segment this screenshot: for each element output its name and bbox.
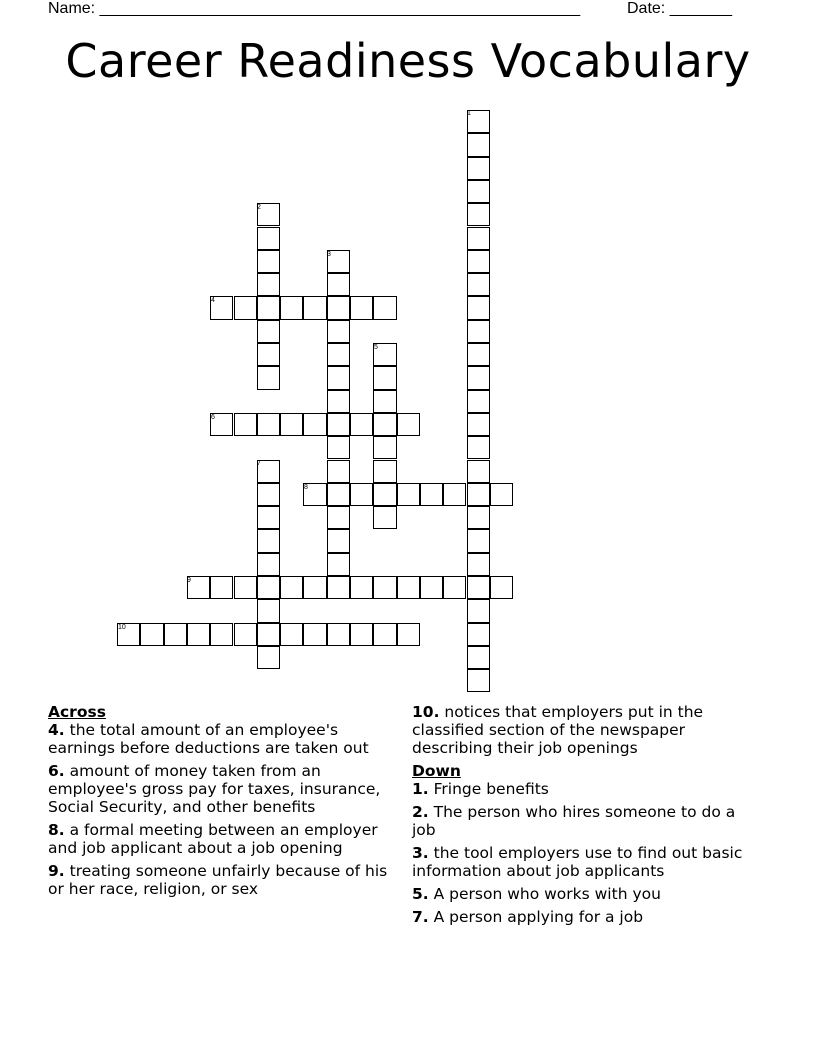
down-clue-5: 5. A person who works with you [412,885,661,903]
grid-cell[interactable] [327,576,350,599]
grid-cell[interactable] [350,576,373,599]
grid-cell[interactable] [420,483,443,506]
grid-cell[interactable] [257,483,280,506]
grid-cell[interactable] [467,390,490,413]
clue-number-10: 10 [118,624,126,631]
clue-number-2: 2 [257,204,261,211]
grid-cell[interactable] [257,576,280,599]
grid-cell[interactable] [467,483,490,506]
grid-cell[interactable] [350,413,373,436]
grid-cell[interactable] [210,576,233,599]
grid-cell[interactable] [257,227,280,250]
down-clue-7: 7. A person applying for a job [412,908,644,926]
grid-cell[interactable] [373,366,396,389]
grid-cell[interactable] [257,343,280,366]
grid-cell[interactable] [280,576,303,599]
across-clue-10: 10. notices that employers put in the classified section of the newspaper describing their job openings [412,703,704,757]
grid-cell[interactable] [467,576,490,599]
grid-cell[interactable] [373,623,396,646]
grid-cell[interactable] [327,623,350,646]
grid-cell[interactable] [397,413,420,436]
grid-cell[interactable] [327,343,350,366]
across-clue-4: 4. the total amount of an employee's earnings before deductions are taken out [48,721,369,757]
clue-number-9: 9 [187,577,191,584]
grid-cell[interactable] [327,273,350,296]
grid-cell[interactable] [467,343,490,366]
grid-cell[interactable] [327,390,350,413]
grid-cell[interactable] [257,529,280,552]
across-clue-9: 9. treating someone unfairly because of his or her race, religion, or sex [48,862,388,898]
down-clue-3: 3. the tool employers use to find out basic information about job applicants [412,844,743,880]
grid-cell[interactable] [373,413,396,436]
grid-cell[interactable] [327,296,350,319]
clue-number-7: 7 [257,460,261,467]
grid-cell[interactable] [257,506,280,529]
grid-cell[interactable] [373,296,396,319]
grid-cell[interactable] [490,576,513,599]
grid-cell[interactable] [443,483,466,506]
grid-cell[interactable] [420,576,443,599]
clues-column-left [48,703,404,903]
grid-cell[interactable] [327,320,350,343]
grid-cell[interactable] [467,180,490,203]
grid-cell[interactable] [467,250,490,273]
grid-cell[interactable] [234,576,257,599]
clue-number-1: 1 [467,110,471,117]
grid-cell[interactable] [467,553,490,576]
grid-cell[interactable] [467,413,490,436]
grid-cell[interactable] [257,320,280,343]
grid-cell[interactable] [164,623,187,646]
grid-cell[interactable] [467,366,490,389]
grid-cell[interactable] [257,366,280,389]
grid-cell[interactable] [467,669,490,692]
grid-cell[interactable] [257,646,280,669]
grid-cell[interactable] [303,623,326,646]
grid-cell[interactable] [327,366,350,389]
page-title: Career Readiness Vocabulary [65,34,751,88]
grid-cell[interactable] [303,413,326,436]
grid-cell[interactable] [327,506,350,529]
grid-cell[interactable] [467,506,490,529]
grid-cell[interactable] [397,483,420,506]
grid-cell[interactable] [490,483,513,506]
grid-cell[interactable] [467,646,490,669]
grid-cell[interactable] [350,296,373,319]
grid-cell[interactable] [187,623,210,646]
grid-cell[interactable] [397,623,420,646]
grid-cell[interactable] [327,413,350,436]
grid-cell[interactable] [280,413,303,436]
grid-cell[interactable] [467,320,490,343]
grid-cell[interactable] [467,460,490,483]
grid-cell[interactable] [373,506,396,529]
grid-cell[interactable] [397,576,420,599]
grid-cell[interactable] [327,529,350,552]
grid-cell[interactable] [467,273,490,296]
grid-cell[interactable] [467,529,490,552]
grid-cell[interactable] [257,553,280,576]
grid-cell[interactable] [350,483,373,506]
grid-cell[interactable] [373,460,396,483]
grid-cell[interactable] [327,460,350,483]
grid-cell[interactable] [373,576,396,599]
across-heading: Across [48,703,106,721]
grid-cell[interactable] [280,296,303,319]
down-clue-2: 2. The person who hires someone to do a job [412,803,736,839]
clue-number-8: 8 [304,484,308,491]
grid-cell[interactable] [350,623,373,646]
clue-number-5: 5 [374,344,378,351]
grid-cell[interactable] [210,623,233,646]
grid-cell[interactable] [467,296,490,319]
grid-cell[interactable] [373,390,396,413]
grid-cell[interactable] [234,296,257,319]
grid-cell[interactable] [467,157,490,180]
grid-cell[interactable] [234,413,257,436]
grid-cell[interactable] [467,623,490,646]
grid-cell[interactable] [303,576,326,599]
down-clue-1: 1. Fringe benefits [412,780,549,798]
grid-cell[interactable] [257,296,280,319]
grid-cell[interactable] [467,133,490,156]
clue-number-3: 3 [327,251,331,258]
grid-cell[interactable] [373,483,396,506]
grid-cell[interactable] [467,436,490,459]
grid-cell[interactable] [140,623,163,646]
grid-cell[interactable] [257,250,280,273]
grid-cell[interactable] [257,413,280,436]
grid-cell[interactable] [327,483,350,506]
grid-cell[interactable] [234,623,257,646]
grid-cell[interactable] [257,273,280,296]
grid-cell[interactable] [373,436,396,459]
clue-number-4: 4 [211,297,215,304]
grid-cell[interactable] [303,296,326,319]
name-field-label[interactable]: Name: ______________________________________________________ [48,0,581,17]
grid-cell[interactable] [327,436,350,459]
down-heading: Down [412,762,461,780]
grid-cell[interactable] [327,553,350,576]
clues-column-right [412,703,762,931]
date-field-label[interactable]: Date: _______ [627,0,732,17]
clue-number-6: 6 [211,414,215,421]
grid-cell[interactable] [443,576,466,599]
grid-cell[interactable] [467,203,490,226]
grid-cell[interactable] [280,623,303,646]
across-clue-6: 6. amount of money taken from an employee's gross pay for taxes, insurance, Social Security, and other benefits [48,762,381,816]
grid-cell[interactable] [467,599,490,622]
grid-cell[interactable] [257,599,280,622]
grid-cell[interactable] [257,623,280,646]
grid-cell[interactable] [467,227,490,250]
across-clue-8: 8. a formal meeting between an employer and job applicant about a job opening [48,821,378,857]
